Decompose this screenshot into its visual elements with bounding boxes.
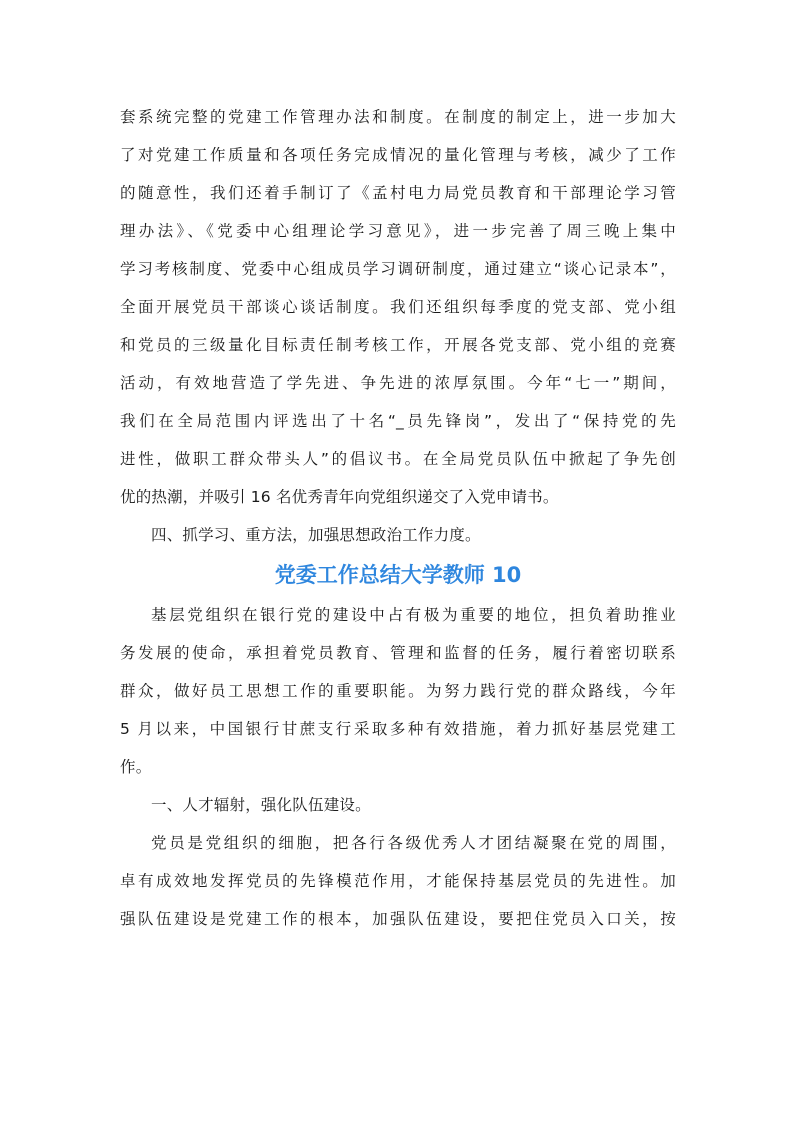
body-text-line: 进性，做职工群众带头人”的倡议书。在全局党员队伍中掀起了争先创 bbox=[120, 450, 676, 468]
body-text-line: 5 月以来，中国银行甘蔗支行采取多种有效措施，着力抓好基层党建工 bbox=[120, 720, 676, 738]
body-text-line: 群众，做好员工思想工作的重要职能。为努力践行党的群众路线，今年 bbox=[120, 682, 676, 700]
body-text-line: 理办法》、《党委中心组理论学习意见》，进一步完善了周三晚上集中 bbox=[120, 222, 676, 240]
body-text-line: 套系统完整的党建工作管理办法和制度。在制度的制定上，进一步加大 bbox=[120, 108, 676, 126]
body-text-line: 强队伍建设是党建工作的根本，加强队伍建设，要把住党员入口关，按 bbox=[120, 910, 676, 928]
document-page bbox=[120, 98, 676, 938]
section-point-heading: 一、人才辐射，强化队伍建设。 bbox=[151, 796, 371, 814]
body-text-line: 和党员的三级量化目标责任制考核工作，开展各党支部、党小组的竞赛 bbox=[120, 336, 676, 354]
body-text-line: 基层党组织在银行党的建设中占有极为重要的地位，担负着助推业 bbox=[151, 606, 676, 624]
body-text-line: 我们在全局范围内评选出了十名“_员先锋岗”，发出了“保持党的先 bbox=[120, 412, 676, 430]
body-text-line: 学习考核制度、党委中心组成员学习调研制度，通过建立“谈心记录本”， bbox=[120, 260, 676, 278]
body-text-line: 活动，有效地营造了学先进、争先进的浓厚氛围。今年“七一”期间， bbox=[120, 374, 676, 392]
body-text-line: 全面开展党员干部谈心谈话制度。我们还组织每季度的党支部、党小组 bbox=[120, 298, 676, 316]
body-text-line: 务发展的使命，承担着党员教育、管理和监督的任务，履行着密切联系 bbox=[120, 644, 676, 662]
body-text-line: 的随意性，我们还着手制订了《孟村电力局党员教育和干部理论学习管 bbox=[120, 184, 676, 202]
section-point-heading: 四、抓学习、重方法，加强思想政治工作力度。 bbox=[151, 526, 481, 544]
body-text-line: 了对党建工作质量和各项任务完成情况的量化管理与考核，减少了工作 bbox=[120, 146, 676, 164]
body-text-line: 优的热潮，并吸引 16 名优秀青年向党组织递交了入党申请书。 bbox=[120, 488, 559, 506]
section-title: 党委工作总结大学教师 10 bbox=[274, 563, 522, 587]
body-text-line: 卓有成效地发挥党员的先锋模范作用，才能保持基层党员的先进性。加 bbox=[120, 872, 676, 890]
body-text-line: 党员是党组织的细胞，把各行各级优秀人才团结凝聚在党的周围， bbox=[151, 834, 676, 852]
body-text-line: 作。 bbox=[120, 758, 152, 776]
